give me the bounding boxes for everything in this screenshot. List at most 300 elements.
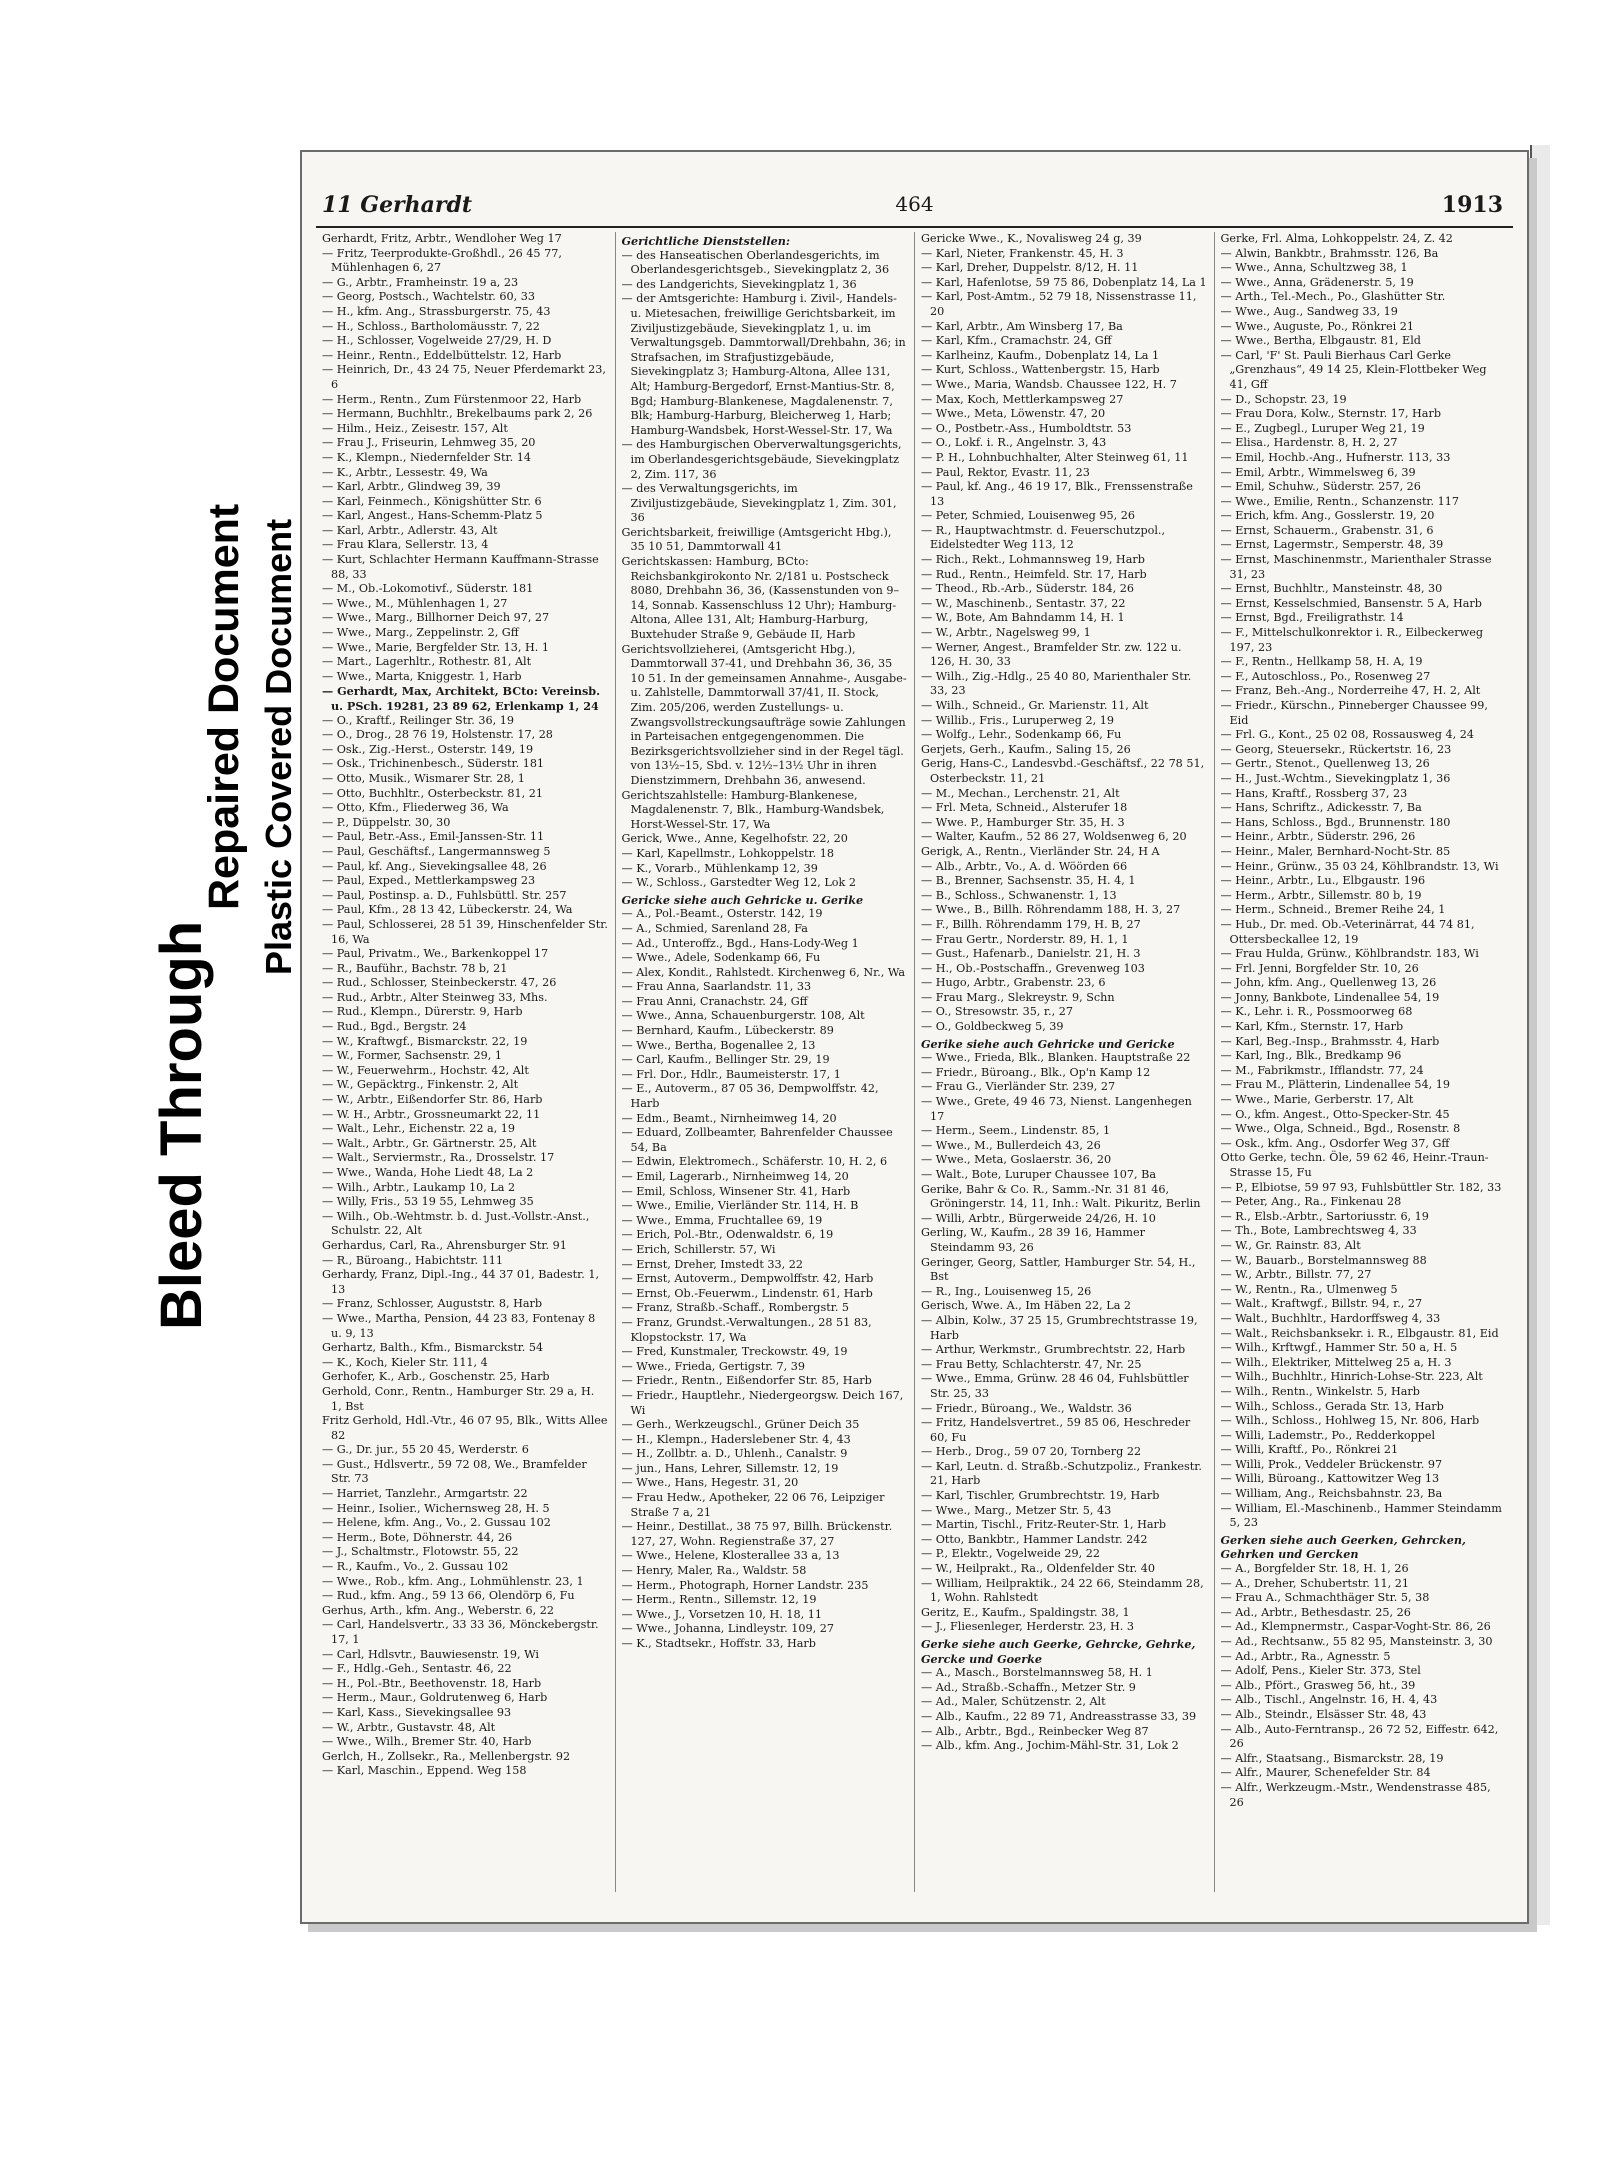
directory-entry: — Wwe., Anna, Schultzweg 38, 1 <box>1220 261 1408 275</box>
directory-entry: — Albin, Kolw., 37 25 15, Grumbrechtstrasse 19, Harb <box>921 1313 1198 1342</box>
directory-entry: — Hugo, Arbtr., Grabenstr. 23, 6 <box>921 976 1106 990</box>
directory-entry: — Wwe., Rob., kfm. Ang., Lohmühlenstr. 23, 1 <box>322 1574 584 1588</box>
column-1 <box>316 232 615 1892</box>
directory-entry: — William, El.-Maschinenb., Hammer Steindamm 5, 23 <box>1220 1501 1502 1530</box>
directory-entry: — Heinr., Destillat., 38 75 97, Billh. Brückenstr. 127, 27, Wohn. Regienstraße 37, 27 <box>621 1520 893 1548</box>
directory-entry: — Paul, Postinsp. a. D., Fuhlsbüttl. Str. 257 <box>322 888 567 902</box>
directory-entry: — Wwe., Anna, Schauenburgerstr. 108, Alt <box>621 1009 865 1023</box>
directory-entry: — Friedr., Büroang., We., Waldstr. 36 <box>921 1401 1132 1415</box>
directory-entry: — Peter, Schmied, Louisenweg 95, 26 <box>921 509 1135 523</box>
directory-entry: — W., Bote, Am Bahndamm 14, H. 1 <box>921 611 1125 625</box>
directory-entry: — Paul, Kfm., 28 13 42, Lübeckerstr. 24, Wa <box>322 903 573 917</box>
directory-entry: Fritz Gerhold, Hdl.-Vtr., 46 07 95, Blk., Witts Allee 82 <box>322 1414 608 1442</box>
directory-entry: — Rud., Schlosser, Steinbeckerstr. 47, 26 <box>322 976 557 990</box>
directory-entry: Gerisch, Wwe. A., Im Häben 22, La 2 <box>921 1299 1132 1313</box>
directory-entry: — Paul, Rektor, Evastr. 11, 23 <box>921 465 1090 479</box>
directory-entry: — Kurt, Schloss., Wattenbergstr. 15, Harb <box>921 363 1160 377</box>
directory-entry: — Wwe., Johanna, Lindleystr. 109, 27 <box>621 1622 834 1636</box>
directory-entry: Gerichtsbarkeit, freiwillige (Amtsgericht Hbg.), 35 10 51, Dammtorwall 41 <box>621 525 892 554</box>
directory-entry: — Heinrich, Dr., 43 24 75, Neuer Pferdemarkt 23, 6 <box>322 363 606 391</box>
directory-entry: — Wwe., Emma, Grünw. 28 46 04, Fuhlsbüttler Str. 25, 33 <box>921 1372 1189 1400</box>
directory-entry: — Karl, Angest., Hans-Schemm-Platz 5 <box>322 509 543 523</box>
directory-entry: — R., Bauführ., Bachstr. 78 b, 21 <box>322 961 508 975</box>
directory-entry: Gerichtszahlstelle: Hamburg-Blankenese, Magdalenenstr. 7, Blk., Hamburg-Wandsbek, Horst-Wessel-Str. 17, Wa <box>621 788 885 831</box>
directory-entry: — Ernst, Autoverm., Dempwolffstr. 42, Harb <box>621 1272 874 1286</box>
directory-entry: — Ernst, Kesselschmied, Bansenstr. 5 A, Harb <box>1220 596 1482 610</box>
directory-entry: — Frau Anni, Cranachstr. 24, Gff <box>621 994 808 1008</box>
directory-entry: — Frau Betty, Schlachterstr. 47, Nr. 25 <box>921 1357 1142 1371</box>
directory-entry: — Franz, Schlosser, Auguststr. 8, Harb <box>322 1297 543 1311</box>
directory-entry: — Willi, Arbtr., Bürgerweide 24/26, H. 10 <box>921 1211 1156 1225</box>
directory-entry: — Alfr., Werkzeugm.-Mstr., Wendenstrasse 485, 26 <box>1220 1780 1491 1809</box>
directory-entry: Gerike, Bahr & Co. R., Samm.-Nr. 31 81 46, Gröningerstr. 14, 11, Inh.: Walt. Pikuritz, Berlin <box>921 1182 1201 1211</box>
directory-entry: — Wwe., Marg., Zeppelinstr. 2, Gff <box>322 626 519 640</box>
directory-entry: — H., Klempn., Haderslebener Str. 4, 43 <box>621 1432 851 1446</box>
directory-entry: — Carl, Handelsvertr., 33 33 36, Mönckebergstr. 17, 1 <box>322 1618 599 1646</box>
directory-entry: Gerhold, Conr., Rentn., Hamburger Str. 29 a, H. 1, Bst <box>322 1384 595 1413</box>
directory-entry: — F., Autoschloss., Po., Rosenweg 27 <box>1220 669 1431 683</box>
directory-entry: — Herm., Rentn., Zum Fürstenmoor 22, Harb <box>322 392 582 406</box>
directory-entry: — J., Fliesenleger, Herderstr. 23, H. 3 <box>921 1620 1135 1634</box>
directory-entry: — Frau G., Vierländer Str. 239, 27 <box>921 1080 1116 1094</box>
directory-entry: — Paul, Privatm., We., Barkenkoppel 17 <box>322 947 549 961</box>
directory-entry: — Walter, Kaufm., 52 86 27, Woldsenweg 6, 20 <box>921 830 1187 844</box>
directory-entry: — Ernst, Schauerm., Grabenstr. 31, 6 <box>1220 523 1434 537</box>
directory-entry: — Elisa., Hardenstr. 8, H. 2, 27 <box>1220 436 1398 450</box>
directory-entry: — Wwe., Frieda, Blk., Blanken. Hauptstraße 22 <box>921 1051 1191 1065</box>
directory-entry: — Heinr., Maler, Bernhard-Nocht-Str. 85 <box>1220 844 1451 858</box>
directory-entry: — Fred, Kunstmaler, Treckowstr. 49, 19 <box>621 1345 848 1359</box>
directory-entry: — Paul, kf. Ang., 46 19 17, Blk., Frenssenstraße 13 <box>921 480 1193 508</box>
directory-entry: — Arthur, Werkmstr., Grumbrechtstr. 22, Harb <box>921 1343 1186 1357</box>
directory-entry: — Walt., Kraftwgf., Billstr. 94, r., 27 <box>1220 1297 1423 1311</box>
directory-entry: — Alb., Kaufm., 22 89 71, Andreasstrasse 33, 39 <box>921 1709 1197 1723</box>
directory-entry: — Otto, Kfm., Fliederweg 36, Wa <box>322 801 509 815</box>
directory-entry: — A., Borgfelder Str. 18, H. 1, 26 <box>1220 1562 1409 1576</box>
directory-entry: — Hans, Schloss., Bgd., Brunnenstr. 180 <box>1220 815 1451 829</box>
directory-entry: — Heinr., Arbtr., Süderstr. 296, 26 <box>1220 830 1416 844</box>
directory-entry: — Wwe., Helene, Klosterallee 33 a, 13 <box>621 1549 840 1563</box>
directory-entry: — Willi, Büroang., Kattowitzer Weg 13 <box>1220 1472 1440 1486</box>
directory-entry: Otto Gerke, techn. Öle, 59 62 46, Heinr.-Traun-Strasse 15, Fu <box>1220 1151 1489 1179</box>
directory-entry: — R., Kaufm., Vo., 2. Gussau 102 <box>322 1560 509 1574</box>
directory-entry: — Wwe., M., Bullerdeich 43, 26 <box>921 1138 1101 1152</box>
directory-entry: — Herm., Arbtr., Sillemstr. 80 b, 19 <box>1220 888 1422 902</box>
directory-entry: — H., Just.-Wchtm., Sievekingplatz 1, 36 <box>1220 771 1451 785</box>
section-heading: Gerichtliche Dienststellen: <box>621 234 791 248</box>
directory-entry: — F., Mittelschulkonrektor i. R., Eilbeckerweg 197, 23 <box>1220 626 1484 654</box>
directory-entry: Gerhardy, Franz, Dipl.-Ing., 44 37 01, Badestr. 1, 13 <box>322 1268 600 1296</box>
directory-entry: — W., Arbtr., Eißendorfer Str. 86, Harb <box>322 1093 543 1107</box>
directory-entry: — Heinr., Grünw., 35 03 24, Köhlbrandstr. 13, Wi <box>1220 859 1499 873</box>
directory-entry: — Heinr., Arbtr., Lu., Elbgaustr. 196 <box>1220 874 1426 888</box>
directory-entry: — Otto, Buchhltr., Osterbeckstr. 81, 21 <box>322 786 543 800</box>
directory-entry: Gerick, Wwe., Anne, Kegelhofstr. 22, 20 <box>621 832 848 846</box>
directory-entry: Gerichtsvollzieherei, (Amtsgericht Hbg.), Dammtorwall 37-41, und Drehbahn 36, 36, 35 10 51. In der gemeinsamen Annahme-, Ausgabe- u. Zahlstelle, Dammtorwall 37/41, II. Stock, Zim. 205/206, werden Zustellungs- u. Zwangsvollstreckungsaufträge sowie Zahlungen in Parteisachen entgegengenommen. Die Bezirksgerichtsvollzieher sind in der Regel tägl. von 13½–15, Sbd. v. 12½–13½ Uhr in ihren Dienstzimmern, Drehbahn 36, anwesend. <box>621 642 907 787</box>
directory-entry: — Edm., Beamt., Nirnheimweg 14, 20 <box>621 1111 837 1125</box>
directory-entry: Gerig, Hans-C., Landesvbd.-Geschäftsf., 22 78 51, Osterbeckstr. 11, 21 <box>921 757 1205 785</box>
directory-entry: — Ad., Straßb.-Schaffn., Metzer Str. 9 <box>921 1680 1136 1694</box>
directory-entry: — K., Vorarb., Mühlenkamp 12, 39 <box>621 861 818 875</box>
directory-entry: — Karl, Kfm., Cramachstr. 24, Gff <box>921 334 1112 348</box>
directory-entry: — Karl, Post-Amtm., 52 79 18, Nissenstrasse 11, 20 <box>921 290 1197 318</box>
directory-entry: — H., kfm. Ang., Strassburgerstr. 75, 43 <box>322 304 551 318</box>
column-2 <box>615 232 915 1892</box>
section-heading: Gericke siehe auch Gehricke u. Gerike <box>621 892 864 907</box>
bleed-through-label: Bleed Through <box>149 920 214 1330</box>
directory-entry: — Paul, Schlosserei, 28 51 39, Hinschenfelder Str. 16, Wa <box>322 917 608 946</box>
directory-entry: — Kurt, Schlachter Hermann Kauffmann-Strasse 88, 33 <box>322 553 599 581</box>
directory-entry: — Peter, Ang., Ra., Finkenau 28 <box>1220 1195 1402 1209</box>
directory-entry: — Hub., Dr. med. Ob.-Veterinärrat, 44 74 81, Ottersbeckallee 12, 19 <box>1220 917 1475 946</box>
directory-entry: — Rud., Klempn., Dürerstr. 9, Harb <box>322 1005 523 1019</box>
directory-entry: — H., Pol.-Btr., Beethovenstr. 18, Harb <box>322 1676 542 1690</box>
directory-entry: — W., Gr. Rainstr. 83, Alt <box>1220 1238 1361 1252</box>
directory-entry: — H., Schloss., Bartholomäusstr. 7, 22 <box>322 319 540 333</box>
column-3 <box>914 232 1214 1892</box>
directory-entry: — Karl, Tischler, Grumbrechtstr. 19, Harb <box>921 1489 1160 1503</box>
repaired-document-label: Repaired Document <box>200 503 248 910</box>
directory-entry: — Rud., Rentn., Heimfeld. Str. 17, Harb <box>921 567 1147 581</box>
directory-entry: — K., Koch, Kieler Str. 111, 4 <box>322 1355 488 1369</box>
directory-entry: — Osk., Trichinenbesch., Süderstr. 181 <box>322 757 545 771</box>
directory-entry: — Carl, 'F' St. Pauli Bierhaus Carl Gerke „Grenzhaus“, 49 14 25, Klein-Flottbeker Weg 41, Gff <box>1220 348 1487 391</box>
directory-entry: — F., Hdlg.-Geh., Sentastr. 46, 22 <box>322 1662 512 1676</box>
directory-entry: — Karl, Nieter, Frankenstr. 45, H. 3 <box>921 246 1124 260</box>
directory-entry: — Frau J., Friseurin, Lehmweg 35, 20 <box>322 436 536 450</box>
directory-entry: — Wwe., Aug., Sandweg 33, 19 <box>1220 304 1398 318</box>
directory-entry: — W., Schloss., Garstedter Weg 12, Lok 2 <box>621 876 856 890</box>
directory-entry: — Alb., kfm. Ang., Jochim-Mähl-Str. 31, Lok 2 <box>921 1739 1179 1753</box>
directory-entry: — Wilh., Zig.-Hdlg., 25 40 80, Marienthaler Str. 33, 23 <box>921 669 1192 698</box>
directory-entry: — Willi, Prok., Veddeler Brückenstr. 97 <box>1220 1457 1443 1471</box>
directory-entry: Gerhartz, Balth., Kfm., Bismarckstr. 54 <box>322 1341 544 1355</box>
directory-entry: — Willi, Lademstr., Po., Redderkoppel <box>1220 1428 1436 1442</box>
directory-entry: — O., Postbetr.-Ass., Humboldtstr. 53 <box>921 421 1132 435</box>
directory-entry: — Hermann, Buchhltr., Brekelbaums park 2, 26 <box>322 407 593 421</box>
directory-entry: — Karl, Dreher, Duppelstr. 8/12, H. 11 <box>921 261 1139 275</box>
directory-entry: — K., Lehr. i. R., Possmoorweg 68 <box>1220 1005 1413 1019</box>
directory-entry: — W., Heilprakt., Ra., Oldenfelder Str. 40 <box>921 1562 1156 1576</box>
directory-entry: — Gertr., Stenot., Quellenweg 13, 26 <box>1220 757 1430 771</box>
directory-entry: — W., Bauarb., Borstelmannsweg 88 <box>1220 1253 1427 1267</box>
directory-entry: — Paul, Betr.-Ass., Emil-Janssen-Str. 11 <box>322 830 545 844</box>
directory-entry: Geritz, E., Kaufm., Spaldingstr. 38, 1 <box>921 1605 1130 1619</box>
directory-entry: — Walt., Arbtr., Gr. Gärtnerstr. 25, Alt <box>322 1136 537 1150</box>
directory-entry: — K., Stadtsekr., Hoffstr. 33, Harb <box>621 1637 816 1650</box>
section-heading: Gerke siehe auch Geerke, Gehrcke, Gehrke, Gercke und Goerke <box>921 1637 1196 1666</box>
directory-entry: — Wwe., M., Mühlenhagen 1, 27 <box>322 596 508 610</box>
directory-entry: — D., Schopstr. 23, 19 <box>1220 392 1347 406</box>
section-heading: Gerike siehe auch Gehricke und Gericke <box>921 1036 1175 1051</box>
directory-entry: — Wwe., Bertha, Bogenallee 2, 13 <box>621 1038 816 1052</box>
directory-entry: — Wwe., Marg., Billhorner Deich 97, 27 <box>322 611 550 625</box>
directory-entry: — Walt., Bote, Luruper Chaussee 107, Ba <box>921 1168 1157 1181</box>
column-4 <box>1214 232 1514 1892</box>
directory-entry: — Arth., Tel.-Mech., Po., Glashütter Str. <box>1220 290 1446 304</box>
directory-entry: — Ernst, Ob.-Feuerwm., Lindenstr. 61, Harb <box>621 1286 873 1300</box>
directory-entry: — Wilh., Schloss., Gerada Str. 13, Harb <box>1220 1399 1444 1413</box>
directory-entry: — Paul, kf. Ang., Sievekingsallee 48, 26 <box>322 859 547 873</box>
directory-entry: — P., Elektr., Vogelweide 29, 22 <box>921 1547 1100 1561</box>
directory-entry: — W., Feuerwehrm., Hochstr. 42, Alt <box>322 1063 529 1077</box>
directory-entry: — Wwe., Emilie, Vierländer Str. 114, H. B <box>621 1199 859 1213</box>
directory-entry: — O., kfm. Angest., Otto-Specker-Str. 45 <box>1220 1107 1450 1121</box>
directory-entry: — Erich, Pol.-Btr., Odenwaldstr. 6, 19 <box>621 1228 834 1242</box>
directory-entry: — Wwe., Emilie, Rentn., Schanzenstr. 117 <box>1220 494 1460 508</box>
directory-entry: — Ad., Arbtr., Ra., Agnesstr. 5 <box>1220 1649 1391 1663</box>
directory-entry: — Ad., Unteroffz., Bgd., Hans-Lody-Weg 1 <box>621 936 859 950</box>
directory-entry: — Herm., Maur., Goldrutenweg 6, Harb <box>322 1691 548 1705</box>
directory-entry: — des Hanseatischen Oberlandesgerichts, im Oberlandesgerichtsgeb., Sievekingplatz 2, 36 <box>621 248 890 277</box>
directory-entry: — O., Drog., 28 76 19, Holstenstr. 17, 28 <box>322 728 553 742</box>
directory-entry: — W., Gepäcktrg., Finkenstr. 2, Alt <box>322 1078 519 1092</box>
directory-entry: — P., Elbiotse, 59 97 93, Fuhlsbüttler Str. 182, 33 <box>1220 1180 1502 1194</box>
directory-entry: — Paul, Geschäftsf., Langermannsweg 5 <box>322 844 551 858</box>
directory-entry: — Wwe., Wilh., Bremer Str. 40, Harb <box>322 1735 532 1749</box>
directory-entry: — W., Kraftwgf., Bismarckstr. 22, 19 <box>322 1034 528 1048</box>
directory-entry: — F., Rentn., Hellkamp 58, H. A, 19 <box>1220 655 1423 669</box>
scan-annotations <box>60 40 299 1330</box>
directory-entry: — Wolfg., Lehr., Sodenkamp 66, Fu <box>921 728 1122 742</box>
directory-entry: — Karl, Maschin., Eppend. Weg 158 <box>322 1764 527 1778</box>
year: 1913 <box>1441 192 1503 218</box>
scanned-page <box>300 150 1529 1924</box>
directory-entry: — Willib., Fris., Luruperweg 2, 19 <box>921 713 1114 727</box>
directory-entry: — Karl, Hafenlotse, 59 75 86, Dobenplatz 14, La 1 <box>921 275 1207 289</box>
directory-entry: — Walt., Buchhltr., Hardorffsweg 4, 33 <box>1220 1311 1441 1325</box>
directory-entry: — Wilh., Krftwgf., Hammer Str. 50 a, H. 5 <box>1220 1341 1458 1355</box>
directory-entry: — G., Arbtr., Framheinstr. 19 a, 23 <box>322 275 519 289</box>
directory-entry: — Georg, Steuersekr., Rückertstr. 16, 23 <box>1220 742 1452 756</box>
directory-entry: — Wwe., Hans, Hegestr. 31, 20 <box>621 1476 799 1490</box>
directory-entry: — Wilh., Ob.-Wehtmstr. b. d. Just.-Vollstr.-Anst., Schulstr. 22, Alt <box>322 1209 590 1238</box>
directory-entry: — A., Schmied, Sarenland 28, Fa <box>621 921 808 935</box>
plastic-covered-label: Plastic Covered Document <box>258 518 299 975</box>
directory-entry: — Franz, Grundst.-Verwaltungen., 28 51 83, Klopstockstr. 17, Wa <box>621 1315 872 1344</box>
directory-entry: — M., Ob.-Lokomotivf., Süderstr. 181 <box>322 582 534 596</box>
directory-entry: — Ernst, Dreher, Imstedt 33, 22 <box>621 1257 803 1271</box>
directory-entry: — Karl, Feinmech., Königshütter Str. 6 <box>322 494 542 508</box>
directory-entry: — Willi, Kraftf., Po., Rönkrei 21 <box>1220 1443 1399 1457</box>
directory-entry: — Ernst, Lagermstr., Semperstr. 48, 39 <box>1220 538 1444 552</box>
directory-entry: — R., Hauptwachtmstr. d. Feuerschutzpol., Eidelstedter Weg 113, 12 <box>921 523 1166 552</box>
directory-entry: — Walt., Lehr., Eichenstr. 22 a, 19 <box>322 1122 516 1136</box>
directory-entry: — Martin, Tischl., Fritz-Reuter-Str. 1, Harb <box>921 1518 1167 1532</box>
directory-entry: — Rich., Rekt., Lohmannsweg 19, Harb <box>921 553 1145 567</box>
directory-entry: — O., Lokf. i. R., Angelnstr. 3, 43 <box>921 436 1107 450</box>
directory-entry: — M., Fabrikmstr., Ifflandstr. 77, 24 <box>1220 1063 1424 1077</box>
directory-entry: — Frau Klara, Sellerstr. 13, 4 <box>322 538 489 552</box>
directory-entry: — Wilh., Elektriker, Mittelweg 25 a, H. 3 <box>1220 1355 1452 1369</box>
directory-entry: — Herm., Photograph, Horner Landstr. 235 <box>621 1578 869 1592</box>
directory-entry: — Gerhardt, Max, Architekt, BCto: Vereinsb. u. PSch. 19281, 23 89 62, Erlenkamp 1, 24 <box>322 684 600 713</box>
directory-entry: — Frau A., Schmachthäger Str. 5, 38 <box>1220 1591 1430 1605</box>
directory-entry: — Friedr., Rentn., Eißendorfer Str. 85, Harb <box>621 1374 872 1388</box>
directory-entry: — Karl, Arbtr., Am Winsberg 17, Ba <box>921 319 1123 333</box>
directory-entry: — Ad., Klempnermstr., Caspar-Voght-Str. 86, 26 <box>1220 1620 1491 1634</box>
directory-entry: — Frau M., Plätterin, Lindenallee 54, 19 <box>1220 1078 1450 1092</box>
directory-entry: — Hans, Kraftf., Rossberg 37, 23 <box>1220 786 1408 800</box>
directory-entry: — Franz, Beh.-Ang., Norderreihe 47, H. 2, Alt <box>1220 684 1481 698</box>
directory-entry: — Eduard, Zollbeamter, Bahrenfelder Chaussee 54, Ba <box>621 1126 893 1154</box>
directory-entry: — Wwe., J., Vorsetzen 10, H. 18, 11 <box>621 1607 822 1621</box>
directory-entry: — Helene, kfm. Ang., Vo., 2. Gussau 102 <box>322 1516 551 1530</box>
directory-entry: — Bernhard, Kaufm., Lübeckerstr. 89 <box>621 1024 834 1038</box>
directory-entry: — Herm., Bote, Döhnerstr. 44, 26 <box>322 1530 513 1544</box>
directory-entry: — P. H., Lohnbuchhalter, Alter Steinweg 61, 11 <box>921 450 1189 464</box>
directory-entry: — Wwe., Grete, 49 46 73, Nienst. Langenhegen 17 <box>921 1095 1192 1123</box>
directory-entry: — Frau Anna, Saarlandstr. 11, 33 <box>621 980 812 994</box>
directory-entry: — Ad., Arbtr., Bethesdastr. 25, 26 <box>1220 1605 1411 1619</box>
directory-entry: — Wwe., Meta, Löwenstr. 47, 20 <box>921 407 1106 421</box>
directory-entry: — H., Schlosser, Vogelweide 27/29, H. D <box>322 334 552 348</box>
directory-entry: Gerlch, H., Zollsekr., Ra., Mellenbergstr. 92 <box>322 1749 571 1763</box>
directory-entry: — Heinr., Rentn., Eddelbüttelstr. 12, Harb <box>322 348 562 362</box>
directory-entry: — Herb., Drog., 59 07 20, Tornberg 22 <box>921 1445 1142 1459</box>
directory-entry: — M., Mechan., Lerchenstr. 21, Alt <box>921 786 1120 800</box>
directory-entry: — Wwe., Marg., Metzer Str. 5, 43 <box>921 1503 1112 1517</box>
directory-entry: — W., Maschinenb., Sentastr. 37, 22 <box>921 596 1126 610</box>
directory-entry: — Alb., Auto-Ferntransp., 26 72 52, Eiffestr. 642, 26 <box>1220 1722 1499 1751</box>
directory-entry: — Wwe., Emma, Fruchtallee 69, 19 <box>621 1213 823 1227</box>
directory-entry: — Werner, Angest., Bramfelder Str. zw. 122 u. 126, H. 30, 33 <box>921 640 1182 669</box>
directory-entry: — Georg, Postsch., Wachtelstr. 60, 33 <box>322 290 535 304</box>
directory-entry: — Karl, Arbtr., Glindweg 39, 39 <box>322 480 501 494</box>
directory-entry: — Wwe. P., Hamburger Str. 35, H. 3 <box>921 815 1125 829</box>
directory-entry: — Carl, Kaufm., Bellinger Str. 29, 19 <box>621 1053 830 1067</box>
directory-entry: — A., Masch., Borstelmannsweg 58, H. 1 <box>921 1666 1153 1680</box>
directory-entry: — Wwe., Wanda, Hohe Liedt 48, La 2 <box>322 1166 534 1179</box>
directory-entry: Gerke, Frl. Alma, Lohkoppelstr. 24, Z. 42 <box>1220 232 1453 245</box>
directory-entry: — O., Goldbeckweg 5, 39 <box>921 1020 1064 1034</box>
directory-entry: — Wwe., Marie, Bergfelder Str. 13, H. 1 <box>322 640 549 654</box>
directory-entry: — Erich, kfm. Ang., Gosslerstr. 19, 20 <box>1220 509 1435 523</box>
section-heading: Gerken siehe auch Geerken, Gehrcken, Gehrken und Gercken <box>1220 1532 1466 1562</box>
directory-entry: Gericke Wwe., K., Novalisweg 24 g, 39 <box>921 232 1142 245</box>
directory-entry: — Wilh., Buchhltr., Hinrich-Lohse-Str. 223, Alt <box>1220 1370 1483 1384</box>
directory-entry: — Friedr., Kürschn., Pinneberger Chaussee 99, Eid <box>1220 699 1488 727</box>
directory-entry: — des Verwaltungsgerichts, im Ziviljustizgebäude, Sievekingplatz 1, Zim. 301, 36 <box>621 482 897 525</box>
directory-entry: Gerhardt, Fritz, Arbtr., Wendloher Weg 17 <box>322 232 562 245</box>
directory-entry: — Hans, Schriftz., Adickesstr. 7, Ba <box>1220 801 1422 815</box>
directory-entry: — Wwe., Olga, Schneid., Bgd., Rosenstr. 8 <box>1220 1122 1461 1136</box>
directory-entry: — Rud., Bgd., Bergstr. 24 <box>322 1020 467 1034</box>
directory-entry: — Erich, Schillerstr. 57, Wi <box>621 1242 776 1256</box>
directory-entry: — G., Dr. jur., 55 20 45, Werderstr. 6 <box>322 1443 529 1457</box>
directory-entry: — Willy, Fris., 53 19 55, Lehmweg 35 <box>322 1195 534 1209</box>
directory-entry: — Friedr., Büroang., Blk., Op'n Kamp 12 <box>921 1065 1151 1079</box>
directory-entry: — Edwin, Elektromech., Schäferstr. 10, H. 2, 6 <box>621 1155 888 1169</box>
directory-entry: — Osk., kfm. Ang., Osdorfer Weg 37, Gff <box>1220 1136 1450 1150</box>
directory-entry: — Paul, Exped., Mettlerkampsweg 23 <box>322 874 536 888</box>
directory-entry: — R., Elsb.-Arbtr., Sartoriusstr. 6, 19 <box>1220 1209 1429 1223</box>
directory-entry: — Emil, Lagerarb., Nirnheimweg 14, 20 <box>621 1170 849 1183</box>
directory-entry: — J., Schaltmstr., Flotowstr. 55, 22 <box>322 1545 519 1559</box>
directory-entry: — Hilm., Heiz., Zeisestr. 157, Alt <box>322 421 508 435</box>
directory-entry: Gerhardus, Carl, Ra., Ahrensburger Str. 91 <box>322 1238 567 1252</box>
page-header <box>316 192 1513 226</box>
directory-entry: — Frau Gertr., Norderstr. 89, H. 1, 1 <box>921 932 1129 946</box>
directory-entry: — Max, Koch, Mettlerkampsweg 27 <box>921 392 1124 406</box>
directory-entry: — Otto, Musik., Wismarer Str. 28, 1 <box>322 771 525 785</box>
directory-entry: — Karlheinz, Kaufm., Dobenplatz 14, La 1 <box>921 348 1160 362</box>
directory-entry: — Theod., Rb.-Arb., Süderstr. 184, 26 <box>921 582 1134 596</box>
directory-entry: — Heinr., Isolier., Wichernsweg 28, H. 5 <box>322 1501 550 1515</box>
directory-entry: — Wwe., Meta, Goslaerstr. 36, 20 <box>921 1153 1112 1167</box>
directory-entry: — B., Brenner, Sachsenstr. 35, H. 4, 1 <box>921 874 1136 888</box>
directory-entry: — Osk., Zig.-Herst., Osterstr. 149, 19 <box>322 742 534 756</box>
directory-entry: — Wilh., Arbtr., Laukamp 10, La 2 <box>322 1180 516 1194</box>
directory-entry: — Wilh., Schneid., Gr. Marienstr. 11, Alt <box>921 699 1149 712</box>
directory-entry: — Emil, Schloss, Winsener Str. 41, Harb <box>621 1184 851 1198</box>
directory-entry: — Th., Bote, Lambrechtsweg 4, 33 <box>1220 1224 1417 1238</box>
directory-entry: — Karl, Kass., Sievekingsallee 93 <box>322 1705 512 1719</box>
directory-entry: — Wwe., Marie, Gerberstr. 17, Alt <box>1220 1093 1414 1107</box>
directory-entry: — E., Zugbegl., Luruper Weg 21, 19 <box>1220 421 1425 435</box>
directory-entry: — Otto, Bankbtr., Hammer Landstr. 242 <box>921 1532 1148 1546</box>
directory-entry: — Franz, Straßb.-Schaff., Rombergstr. 5 <box>621 1301 850 1315</box>
directory-entry: — Alex, Kondit., Rahlstedt. Kirchenweg 6, Nr., Wa <box>621 965 906 979</box>
directory-entry: — Ernst, Buchhltr., Mansteinstr. 48, 30 <box>1220 582 1443 596</box>
directory-entry: — Rud., Arbtr., Alter Steinweg 33, Mhs. <box>322 990 548 1004</box>
directory-entry: — Walt., Serviermstr., Ra., Drosselstr. 17 <box>322 1151 555 1165</box>
directory-entry: — Alwin, Bankbtr., Brahmsstr. 126, Ba <box>1220 246 1439 260</box>
directory-entry: — jun., Hans, Lehrer, Sillemstr. 12, 19 <box>621 1461 839 1475</box>
directory-entry: — Frau Hulda, Grünw., Köhlbrandstr. 183, Wi <box>1220 947 1479 961</box>
directory-entry: — Fritz, Teerprodukte-Großhdl., 26 45 77, Mühlenhagen 6, 27 <box>322 246 562 275</box>
directory-entry: — Herm., Seem., Lindenstr. 85, 1 <box>921 1124 1111 1138</box>
directory-entry: — Mart., Lagerhltr., Rothestr. 81, Alt <box>322 655 532 669</box>
directory-entry: — Frl. Dor., Hdlr., Baumeisterstr. 17, 1 <box>621 1067 841 1081</box>
directory-entry: — Wwe., Anna, Grädenerstr. 5, 19 <box>1220 275 1414 289</box>
directory-entry: — Karl, Leutn. d. Straßb.-Schutzpoliz., Frankestr. 21, Harb <box>921 1459 1202 1488</box>
directory-entry: — Wwe., Marta, Kniggestr. 1, Harb <box>322 669 522 683</box>
directory-entry: — Alb., Arbtr., Vo., A. d. Wöörden 66 <box>921 859 1128 873</box>
directory-entry: — Emil, Arbtr., Wimmelsweg 6, 39 <box>1220 465 1416 479</box>
directory-entry: Gerhus, Arth., kfm. Ang., Weberstr. 6, 22 <box>322 1603 554 1617</box>
directory-entry: — Alfr., Staatsang., Bismarckstr. 28, 19 <box>1220 1751 1444 1765</box>
directory-entry: — Wwe., Maria, Wandsb. Chaussee 122, H. 7 <box>921 377 1177 391</box>
directory-entry: — der Amtsgerichte: Hamburg i. Zivil-, Handels- u. Mietesachen, freiwillige Gerichtsbarkeit, im Ziviljustizgebäude, Sievekingplatz 1, u. im Verwaltungsgeb. Dammtorwall/Drehbahn, 36; in Strafsachen, im Strafjustizgebäude, Sievekingplatz 3; Hamburg-Altona, Allee 131, Alt; Hamburg-Bergedorf, Ernst-Mantius-Str. 8, Bgd; Hamburg-Blankenese, Magdalenenstr. 7, Blk; Hamburg-Harburg, Bleicherweg 1, Harb; Hamburg-Wandsbek, Horst-Wessel-Str. 17, Wa <box>621 292 906 437</box>
directory-entry: — Karl, Beg.-Insp., Brahmsstr. 4, Harb <box>1220 1034 1440 1048</box>
directory-entry: — Ad., Maler, Schützenstr. 2, Alt <box>921 1695 1106 1709</box>
directory-entry: — Wilh., Rentn., Winkelstr. 5, Harb <box>1220 1384 1420 1398</box>
directory-entry: — Alb., Steindr., Elsässer Str. 48, 43 <box>1220 1707 1427 1721</box>
directory-entry: — Karl, Ing., Blk., Bredkamp 96 <box>1220 1049 1402 1063</box>
directory-entry: — Wwe., B., Billh. Röhrendamm 188, H. 3, 27 <box>921 903 1181 917</box>
directory-entry: — Harriet, Tanzlehr., Armgartstr. 22 <box>322 1487 528 1501</box>
running-head: 11 Gerhardt <box>322 192 473 218</box>
page-edge-shadow <box>1530 145 1550 1925</box>
directory-entry: — O., Kraftf., Reilinger Str. 36, 19 <box>322 713 514 727</box>
directory-entry: — Adolf, Pens., Kieler Str. 373, Stel <box>1220 1664 1421 1678</box>
directory-entry: — Rud., kfm. Ang., 59 13 66, Olendörp 6, Fu <box>322 1589 575 1603</box>
directory-entry: — R., Büroang., Habichtstr. 111 <box>322 1253 504 1267</box>
directory-entry: — Alb., Arbtr., Bgd., Reinbecker Weg 87 <box>921 1724 1149 1738</box>
directory-entry: — E., Autoverm., 87 05 36, Dempwolffstr. 42, Harb <box>621 1082 879 1111</box>
directory-entry: — P., Düppelstr. 30, 30 <box>322 815 451 829</box>
directory-entry: — W., Rentn., Ra., Ulmenweg 5 <box>1220 1282 1398 1296</box>
directory-columns <box>316 232 1513 1892</box>
directory-entry: — Wwe., Bertha, Elbgaustr. 81, Eld <box>1220 334 1421 348</box>
directory-entry: Gerhofer, K., Arb., Goschenstr. 25, Harb <box>322 1370 550 1384</box>
directory-entry: — Gust., Hdlsvertr., 59 72 08, We., Bramfelder Str. 73 <box>322 1457 587 1486</box>
directory-entry: Gerjets, Gerh., Kaufm., Saling 15, 26 <box>921 742 1131 756</box>
directory-entry: Geringer, Georg, Sattler, Hamburger Str. 54, H., Bst <box>921 1255 1196 1284</box>
directory-entry: — Herm., Schneid., Bremer Reihe 24, 1 <box>1220 903 1446 917</box>
directory-entry: Gerling, W., Kaufm., 28 39 16, Hammer Steindamm 93, 26 <box>921 1226 1145 1254</box>
